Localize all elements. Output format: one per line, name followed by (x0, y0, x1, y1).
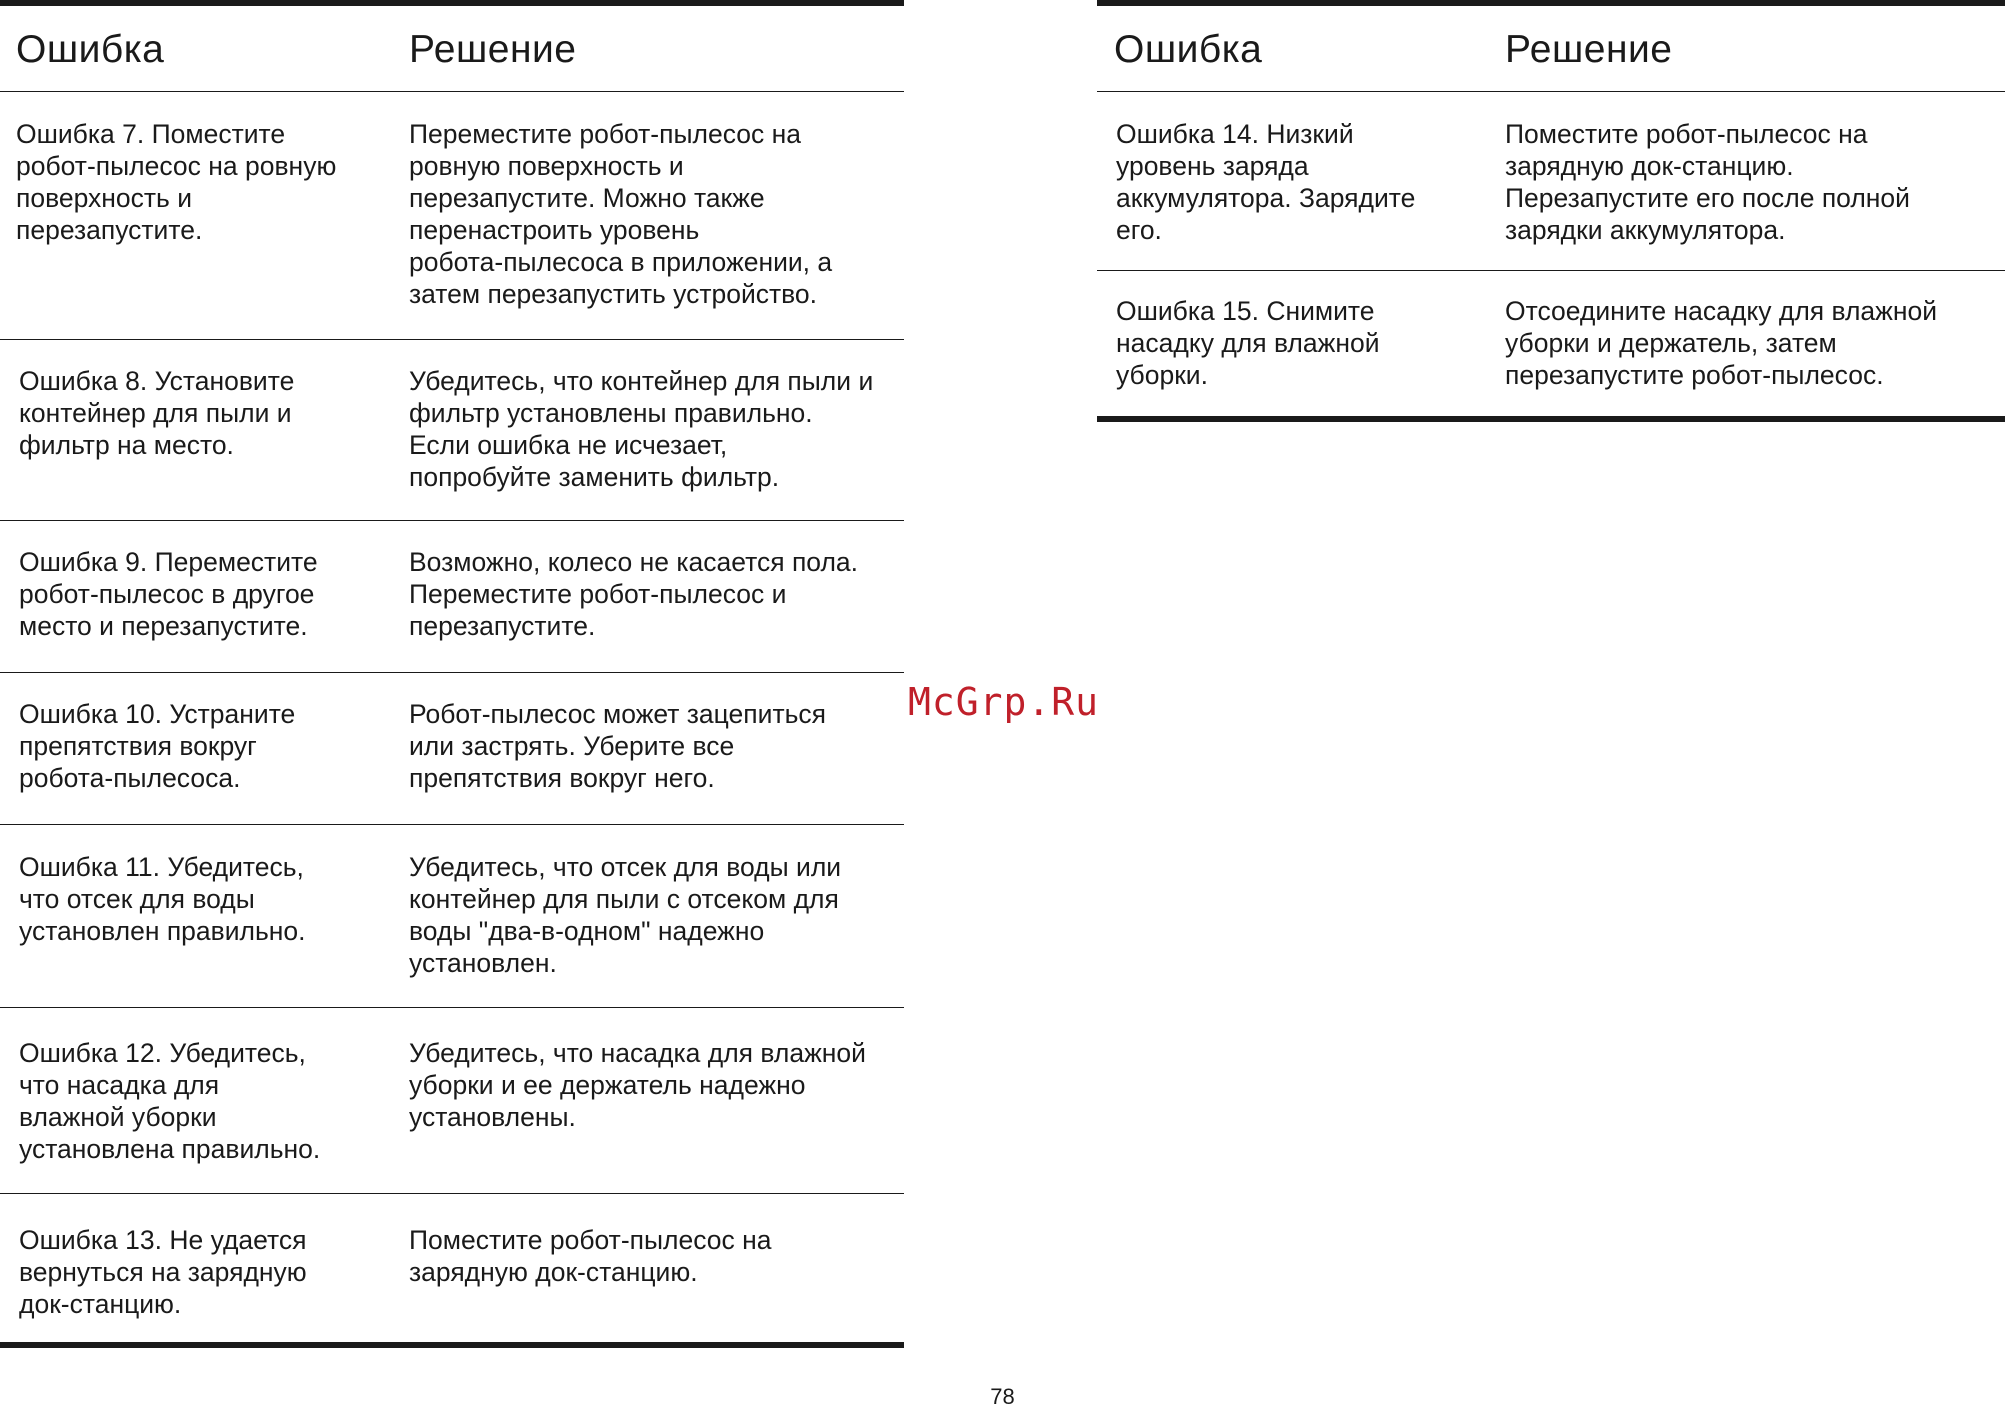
header-error: Ошибка (1114, 28, 1263, 71)
header-solution: Решение (409, 28, 577, 71)
error-cell: Ошибка 8. Установите контейнер для пыли и фильтр на место. (19, 366, 295, 460)
table-row (0, 1194, 904, 1348)
error-cell: Ошибка 12. Убедитесь, что насадка для влажной уборки установлена правильно. (19, 1038, 321, 1164)
error-cell: Ошибка 13. Не удается вернуться на зарядную док-станцию. (19, 1225, 307, 1319)
error-cell: Ошибка 9. Переместите робот-пылесос в другое место и перезапустите. (19, 547, 318, 641)
table-header (0, 6, 904, 92)
table-row (0, 92, 904, 340)
error-cell: Ошибка 11. Убедитесь, что отсек для воды установлен правильно. (19, 852, 306, 946)
solution-cell: Робот-пылесос может зацепиться или застрять. Уберите все препятствия вокруг него. (409, 699, 826, 793)
header-error: Ошибка (16, 28, 165, 71)
table-header (1097, 6, 2005, 92)
error-cell: Ошибка 15. Снимите насадку для влажной уборки. (1116, 296, 1380, 390)
solution-cell: Переместите робот-пылесос на ровную поверхность и перезапустите. Можно также перенастроить уровень робота-пылесоса в приложении, а затем перезапустить устройство. (409, 119, 833, 309)
error-cell: Ошибка 10. Устраните препятствия вокруг робота-пылесоса. (19, 699, 296, 793)
table-row (0, 521, 904, 673)
error-cell: Ошибка 14. Низкий уровень заряда аккумулятора. Зарядите его. (1116, 119, 1416, 245)
solution-cell: Убедитесь, что контейнер для пыли и фильтр установлены правильно. Если ошибка не исчезает, попробуйте заменить фильтр. (409, 366, 874, 492)
solution-cell: Поместите робот-пылесос на зарядную док-станцию. Перезапустите его после полной зарядки аккумулятора. (1505, 119, 1910, 245)
solution-cell: Возможно, колесо не касается пола. Переместите робот-пылесос и перезапустите. (409, 547, 859, 641)
solution-cell: Отсоедините насадку для влажной уборки и держатель, затем перезапустите робот-пылесос. (1505, 296, 1938, 390)
table-row (1097, 92, 2005, 271)
solution-cell: Убедитесь, что отсек для воды или контейнер для пыли с отсеком для воды "два-в-одном" надежно установлен. (409, 852, 842, 978)
error-cell: Ошибка 7. Поместите робот-пылесос на ровную поверхность и перезапустите. (16, 119, 337, 245)
table-row (0, 673, 904, 825)
watermark-text: McGrp.Ru (908, 680, 1100, 724)
page-number: 78 (990, 1384, 1015, 1409)
header-solution: Решение (1505, 28, 1673, 71)
table-row (0, 825, 904, 1008)
table-row (0, 1008, 904, 1194)
solution-cell: Убедитесь, что насадка для влажной уборки и ее держатель надежно установлены. (409, 1038, 866, 1132)
table-row (0, 340, 904, 521)
solution-cell: Поместите робот-пылесос на зарядную док-станцию. (409, 1225, 772, 1287)
table-row (1097, 271, 2005, 422)
